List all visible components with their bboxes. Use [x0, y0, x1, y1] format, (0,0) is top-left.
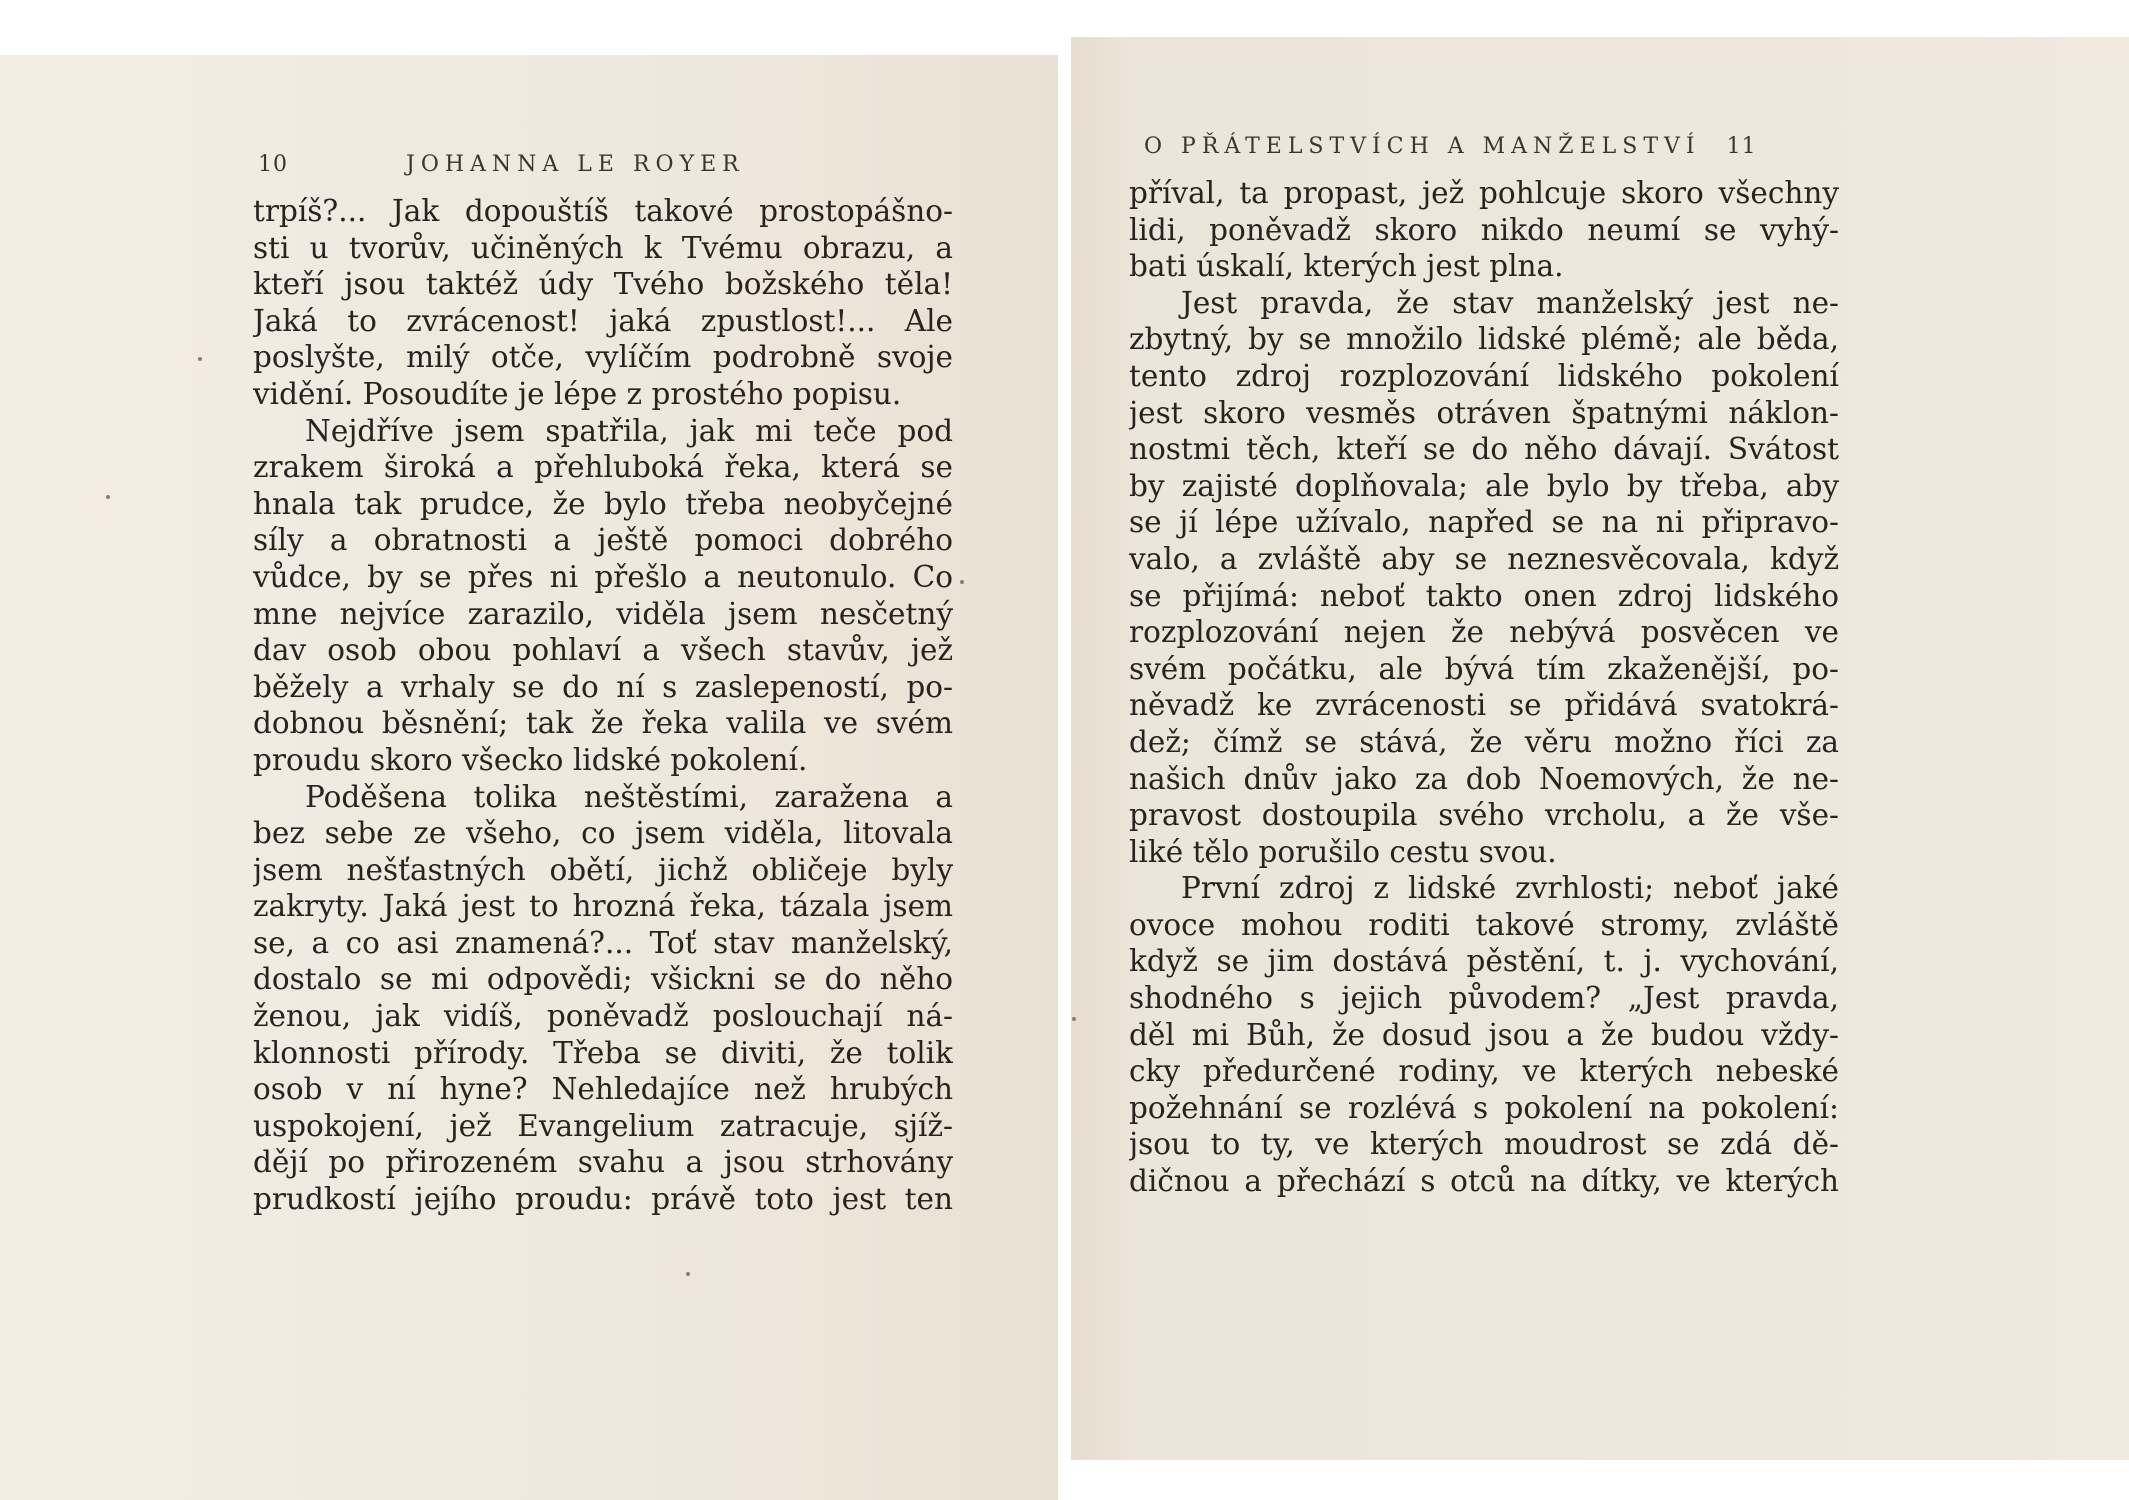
left-page-text: [253, 193, 953, 1218]
text-line: cky předurčené rodiny, ve kterých nebeské: [1129, 1054, 1839, 1089]
left-running-head: [258, 152, 745, 177]
text-line: tento zdroj rozplozování lidského pokolení: [1129, 358, 1839, 393]
paper-speck: [960, 580, 964, 584]
text-line: běžely a vrhaly se do ní s zaslepeností, po-: [253, 669, 953, 704]
right-running-head: [1144, 134, 1757, 159]
text-line: ženou, jak vidíš, poněvadž poslouchají ná-: [253, 999, 953, 1034]
text-line: liké tělo porušilo cestu svou.: [1129, 834, 1557, 869]
text-line: Jaká to zvrácenost! jaká zpustlost!... Ale: [253, 303, 953, 338]
text-line: by zajisté doplňovala; ale bylo by třeba, aby: [1129, 468, 1839, 503]
text-line: zrakem široká a přehluboká řeka, která se: [253, 450, 953, 485]
text-line: mne nejvíce zarazilo, viděla jsem nesčetný: [253, 596, 953, 631]
text-line: dičnou a přechází s otců na dítky, ve kterých: [1129, 1164, 1839, 1199]
book-gutter: [1058, 0, 1071, 1500]
text-line: jsou to ty, ve kterých moudrost se zdá dě-: [1129, 1127, 1839, 1162]
text-line: prudkostí jejího proudu: právě toto jest ten: [253, 1182, 953, 1217]
text-line: dež; čímž se stává, že věru možno říci za: [1129, 724, 1839, 759]
left-page-number: 10: [258, 152, 288, 177]
left-page: [0, 55, 1058, 1500]
text-line: uspokojení, jež Evangelium zatracuje, sjíž-: [253, 1108, 953, 1143]
text-line: pravost dostoupila svého vrcholu, a že vše-: [1129, 798, 1839, 833]
text-line: dav osob obou pohlaví a všech stavův, jež: [253, 633, 953, 668]
left-running-head-title: JOHANNA LE ROYER: [406, 152, 745, 177]
right-running-head-title: O PŘÁTELSTVÍCH A MANŽELSTVÍ: [1144, 134, 1701, 159]
text-line: zbytný, by se množilo lidské plémě; ale běda,: [1129, 322, 1839, 357]
text-line: trpíš?... Jak dopouštíš takové prostopášno-: [253, 194, 953, 228]
text-line: rozplozování nejen že nebývá posvěcen ve: [1129, 615, 1839, 650]
text-line: zakryty. Jaká jest to hrozná řeka, tázala jsem: [253, 889, 953, 924]
paper-speck: [1072, 1017, 1076, 1021]
text-line: síly a obratnosti a ještě pomoci dobrého: [253, 523, 953, 558]
text-line: děl mi Bůh, že dosud jsou a že budou vždy-: [1129, 1017, 1839, 1052]
right-page-text: [1129, 175, 1839, 1200]
paper-speck: [198, 357, 202, 361]
text-line: jsem nešťastných obětí, jichž obličeje byly: [253, 852, 953, 887]
paper-speck: [106, 495, 110, 499]
text-line: dostalo se mi odpovědi; všickni se do něho: [253, 962, 953, 997]
text-line: jest skoro vesměs otráven špatnými náklon-: [1129, 395, 1839, 430]
paper-speck: [686, 1272, 690, 1276]
text-line: První zdroj z lidské zvrhlosti; neboť jaké: [1181, 871, 1839, 906]
text-line: se, a co asi znamená?... Toť stav manželský,: [253, 925, 953, 960]
text-line: sti u tvorův, učiněných k Tvému obrazu, a: [253, 230, 953, 265]
text-line: nostmi těch, kteří se do něho dávají. Svátost: [1129, 432, 1839, 467]
text-line: ovoce mohou roditi takové stromy, zvláště: [1129, 907, 1839, 942]
text-line: když se jim dostává pěstění, t. j. vychování,: [1129, 944, 1839, 979]
text-line: Jest pravda, že stav manželský jest ne-: [1181, 285, 1839, 320]
text-line: kteří jsou taktéž údy Tvého božského těla!: [253, 267, 953, 302]
text-line: shodného s jejich původem? „Jest pravda,: [1129, 981, 1839, 1016]
text-line: Poděšena tolika neštěstími, zaražena a: [305, 779, 953, 814]
text-line: bez sebe ze všeho, co jsem viděla, litovala: [253, 816, 953, 851]
text-line: valo, a zvláště aby se neznesvěcovala, když: [1129, 541, 1839, 576]
text-line: se přijímá: neboť takto onen zdroj lidského: [1129, 578, 1839, 613]
right-page-number: 11: [1726, 134, 1757, 159]
text-line: lidi, poněvadž skoro nikdo neumí se vyhý-: [1129, 212, 1839, 247]
text-line: dobnou běsnění; tak že řeka valila ve svém: [253, 706, 953, 741]
text-line: vidění. Posoudíte je lépe z prostého popisu.: [253, 376, 902, 411]
text-line: Nejdříve jsem spatřila, jak mi teče pod: [305, 413, 953, 448]
text-line: proudu skoro všecko lidské pokolení.: [253, 742, 808, 777]
text-line: bati úskalí, kterých jest plna.: [1129, 249, 1564, 284]
text-line: osob v ní hyne? Nehledajíce než hrubých: [253, 1072, 953, 1107]
text-line: dějí po přirozeném svahu a jsou strhovány: [253, 1145, 953, 1180]
text-line: vůdce, by se přes ni přešlo a neutonulo. Co: [253, 559, 953, 594]
text-line: požehnání se rozlévá s pokolení na pokolení:: [1129, 1090, 1839, 1125]
text-line: poslyšte, milý otče, vylíčím podrobně svoje: [253, 340, 953, 375]
text-line: svém počátku, ale bývá tím zkaženější, po-: [1129, 651, 1839, 686]
text-line: příval, ta propast, jež pohlcuje skoro všechny: [1129, 176, 1839, 210]
text-line: se jí lépe užívalo, napřed se na ni připravo-: [1129, 505, 1839, 540]
text-line: hnala tak prudce, že bylo třeba neobyčejné: [253, 486, 953, 521]
text-line: našich dnův jako za dob Noemových, že ne-: [1129, 761, 1839, 796]
right-page: [1071, 37, 2129, 1460]
text-line: něvadž ke zvrácenosti se přidává svatokrá-: [1129, 688, 1839, 723]
text-line: klonnosti přírody. Třeba se diviti, že tolik: [253, 1035, 953, 1070]
